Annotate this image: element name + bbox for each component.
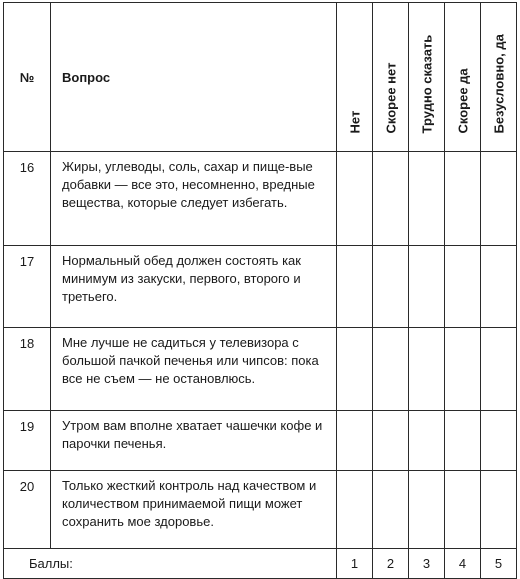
- header-number: №: [4, 3, 51, 152]
- answer-cell[interactable]: [409, 471, 445, 549]
- header-row: [4, 3, 517, 152]
- score-row: [4, 549, 517, 579]
- header-question: Вопрос: [51, 3, 337, 152]
- row-question: Нормальный обед должен состоять как минимум из закуски, первого, второго и третьего.: [51, 246, 337, 328]
- row-number: 20: [4, 471, 51, 549]
- score-point: 1: [337, 549, 373, 579]
- answer-cell[interactable]: [337, 471, 373, 549]
- header-option-rather-no: [373, 3, 409, 152]
- answer-cell[interactable]: [337, 246, 373, 328]
- header-option-label: Трудно сказать: [419, 34, 434, 134]
- answer-cell[interactable]: [337, 328, 373, 411]
- answer-cell[interactable]: [337, 411, 373, 471]
- answer-cell[interactable]: [445, 152, 481, 246]
- answer-cell[interactable]: [445, 246, 481, 328]
- table-row: [4, 411, 517, 471]
- answer-cell[interactable]: [481, 328, 517, 411]
- header-option-rather-yes: [445, 3, 481, 152]
- score-point: 4: [445, 549, 481, 579]
- answer-cell[interactable]: [373, 328, 409, 411]
- header-option-label: Скорее нет: [383, 62, 398, 134]
- header-option-hard-to-say: [409, 3, 445, 152]
- row-number: 19: [4, 411, 51, 471]
- answer-cell[interactable]: [373, 411, 409, 471]
- answer-cell[interactable]: [337, 152, 373, 246]
- row-question: Только жесткий контроль над качеством и количеством принимаемой пищи может сохранить мое здоровье.: [51, 471, 337, 549]
- header-option-definitely-yes: [481, 3, 517, 152]
- answer-cell[interactable]: [445, 328, 481, 411]
- score-point: 5: [481, 549, 517, 579]
- score-label: Баллы:: [4, 549, 337, 579]
- header-option-label: Безусловно, да: [491, 34, 506, 134]
- header-option-no: [337, 3, 373, 152]
- score-point: 2: [373, 549, 409, 579]
- table-row: [4, 246, 517, 328]
- row-question: Утром вам вполне хватает чашечки кофе и парочки печенья.: [51, 411, 337, 471]
- table-row: [4, 152, 517, 246]
- answer-cell[interactable]: [481, 152, 517, 246]
- answer-cell[interactable]: [373, 152, 409, 246]
- row-number: 17: [4, 246, 51, 328]
- row-question: Жиры, углеводы, соль, сахар и пище-вые добавки — все это, несомненно, вредные вещества, которые следует избегать.: [51, 152, 337, 246]
- answer-cell[interactable]: [481, 411, 517, 471]
- answer-cell[interactable]: [373, 471, 409, 549]
- row-question: Мне лучше не садиться у телевизора с большой пачкой печенья или чипсов: пока все не съем — не остановлюсь.: [51, 328, 337, 411]
- header-option-label: Скорее да: [455, 68, 470, 134]
- row-number: 16: [4, 152, 51, 246]
- score-point: 3: [409, 549, 445, 579]
- table-row: [4, 328, 517, 411]
- row-number: 18: [4, 328, 51, 411]
- answer-cell[interactable]: [445, 471, 481, 549]
- answer-cell[interactable]: [373, 246, 409, 328]
- answer-cell[interactable]: [445, 411, 481, 471]
- answer-cell[interactable]: [409, 246, 445, 328]
- answer-cell[interactable]: [481, 471, 517, 549]
- table-row: [4, 471, 517, 549]
- questionnaire-table: [3, 2, 517, 579]
- answer-cell[interactable]: [409, 152, 445, 246]
- header-option-label: Нет: [347, 110, 362, 134]
- answer-cell[interactable]: [481, 246, 517, 328]
- answer-cell[interactable]: [409, 411, 445, 471]
- answer-cell[interactable]: [409, 328, 445, 411]
